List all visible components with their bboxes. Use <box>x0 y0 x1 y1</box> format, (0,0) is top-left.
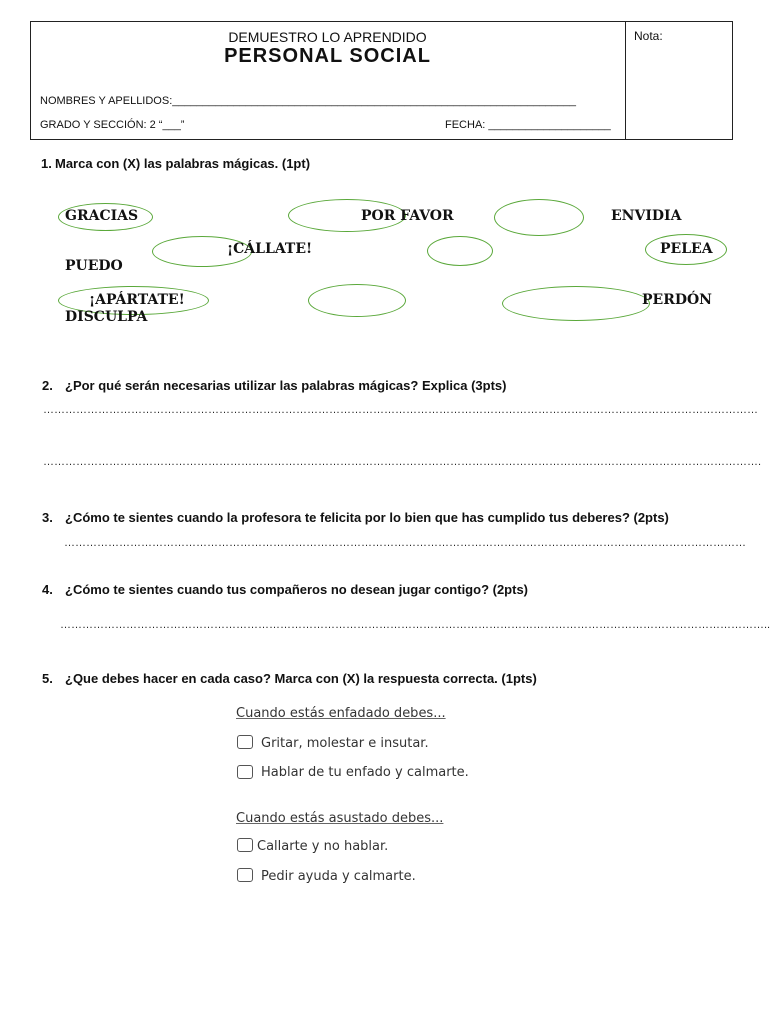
nombres-field[interactable]: NOMBRES Y APELLIDOS:__________________________________________________________________ <box>40 95 577 107</box>
word-callate: ¡CÁLLATE! <box>227 241 313 257</box>
answer-line[interactable]: ……………………………………………………………………………………………………………………………………………………………………………. <box>43 456 762 468</box>
answer-oval[interactable] <box>494 199 584 236</box>
case1-option-1: Gritar, molestar e insutar. <box>261 736 429 751</box>
case2-option-2: Pedir ayuda y calmarte. <box>261 869 416 884</box>
word-por-favor: POR FAVOR <box>361 208 454 224</box>
case1-option-2: Hablar de tu enfado y calmarte. <box>261 765 469 780</box>
q4-text: ¿Cómo te sientes cuando tus compañeros no desean jugar contigo? (2pts) <box>65 582 529 597</box>
q2-text: ¿Por qué serán necesarias utilizar las palabras mágicas? Explica (3pts) <box>65 378 507 393</box>
option-checkbox[interactable] <box>237 765 253 779</box>
title-line2: PERSONAL SOCIAL <box>224 45 431 67</box>
option-checkbox[interactable] <box>237 868 253 882</box>
word-gracias: GRACIAS <box>65 208 139 224</box>
fecha-field[interactable]: FECHA: ____________________ <box>445 119 611 131</box>
word-envidia: ENVIDIA <box>611 208 682 224</box>
q3-text: ¿Cómo te sientes cuando la profesora te felicita por lo bien que has cumplido tus deberes? (2pts) <box>65 510 669 525</box>
word-pelea: PELEA <box>660 241 713 257</box>
q5-number: 5. <box>42 671 53 686</box>
case2-option-1: Callarte y no hablar. <box>257 839 389 854</box>
case1-heading: Cuando estás enfadado debes... <box>236 706 446 721</box>
answer-oval[interactable] <box>308 284 406 317</box>
answer-line[interactable]: …………………………………………………………………………………………………………………………………………………………………… <box>64 537 746 549</box>
case2-heading: Cuando estás asustado debes... <box>236 811 444 826</box>
answer-line[interactable]: ………………………………………………………………………………………………………………………………………………………………………….. <box>60 619 770 631</box>
answer-oval[interactable] <box>502 286 650 321</box>
q2-number: 2. <box>42 378 53 393</box>
q1-number: 1. <box>41 156 52 171</box>
q3-number: 3. <box>42 510 53 525</box>
q1-text: Marca con (X) las palabras mágicas. (1pt) <box>55 156 311 171</box>
word-apartate: ¡APÁRTATE! <box>89 292 185 308</box>
nota-label: Nota: <box>634 29 663 43</box>
option-checkbox[interactable] <box>237 838 253 852</box>
option-checkbox[interactable] <box>237 735 253 749</box>
title-line1: DEMUESTRO LO APRENDIDO <box>228 29 427 45</box>
answer-line[interactable]: …………………………………………………………………………………………………………………………………………………………………………… <box>43 404 758 416</box>
answer-oval[interactable] <box>427 236 493 266</box>
q5-text: ¿Que debes hacer en cada caso? Marca con (X) la respuesta correcta. (1pts) <box>65 671 537 686</box>
q4-number: 4. <box>42 582 53 597</box>
word-disculpa: DISCULPA <box>65 309 148 325</box>
word-perdon: PERDÓN <box>642 292 712 308</box>
word-puedo: PUEDO <box>65 258 123 274</box>
grado-field[interactable]: GRADO Y SECCIÓN: 2 “___” <box>40 119 185 131</box>
